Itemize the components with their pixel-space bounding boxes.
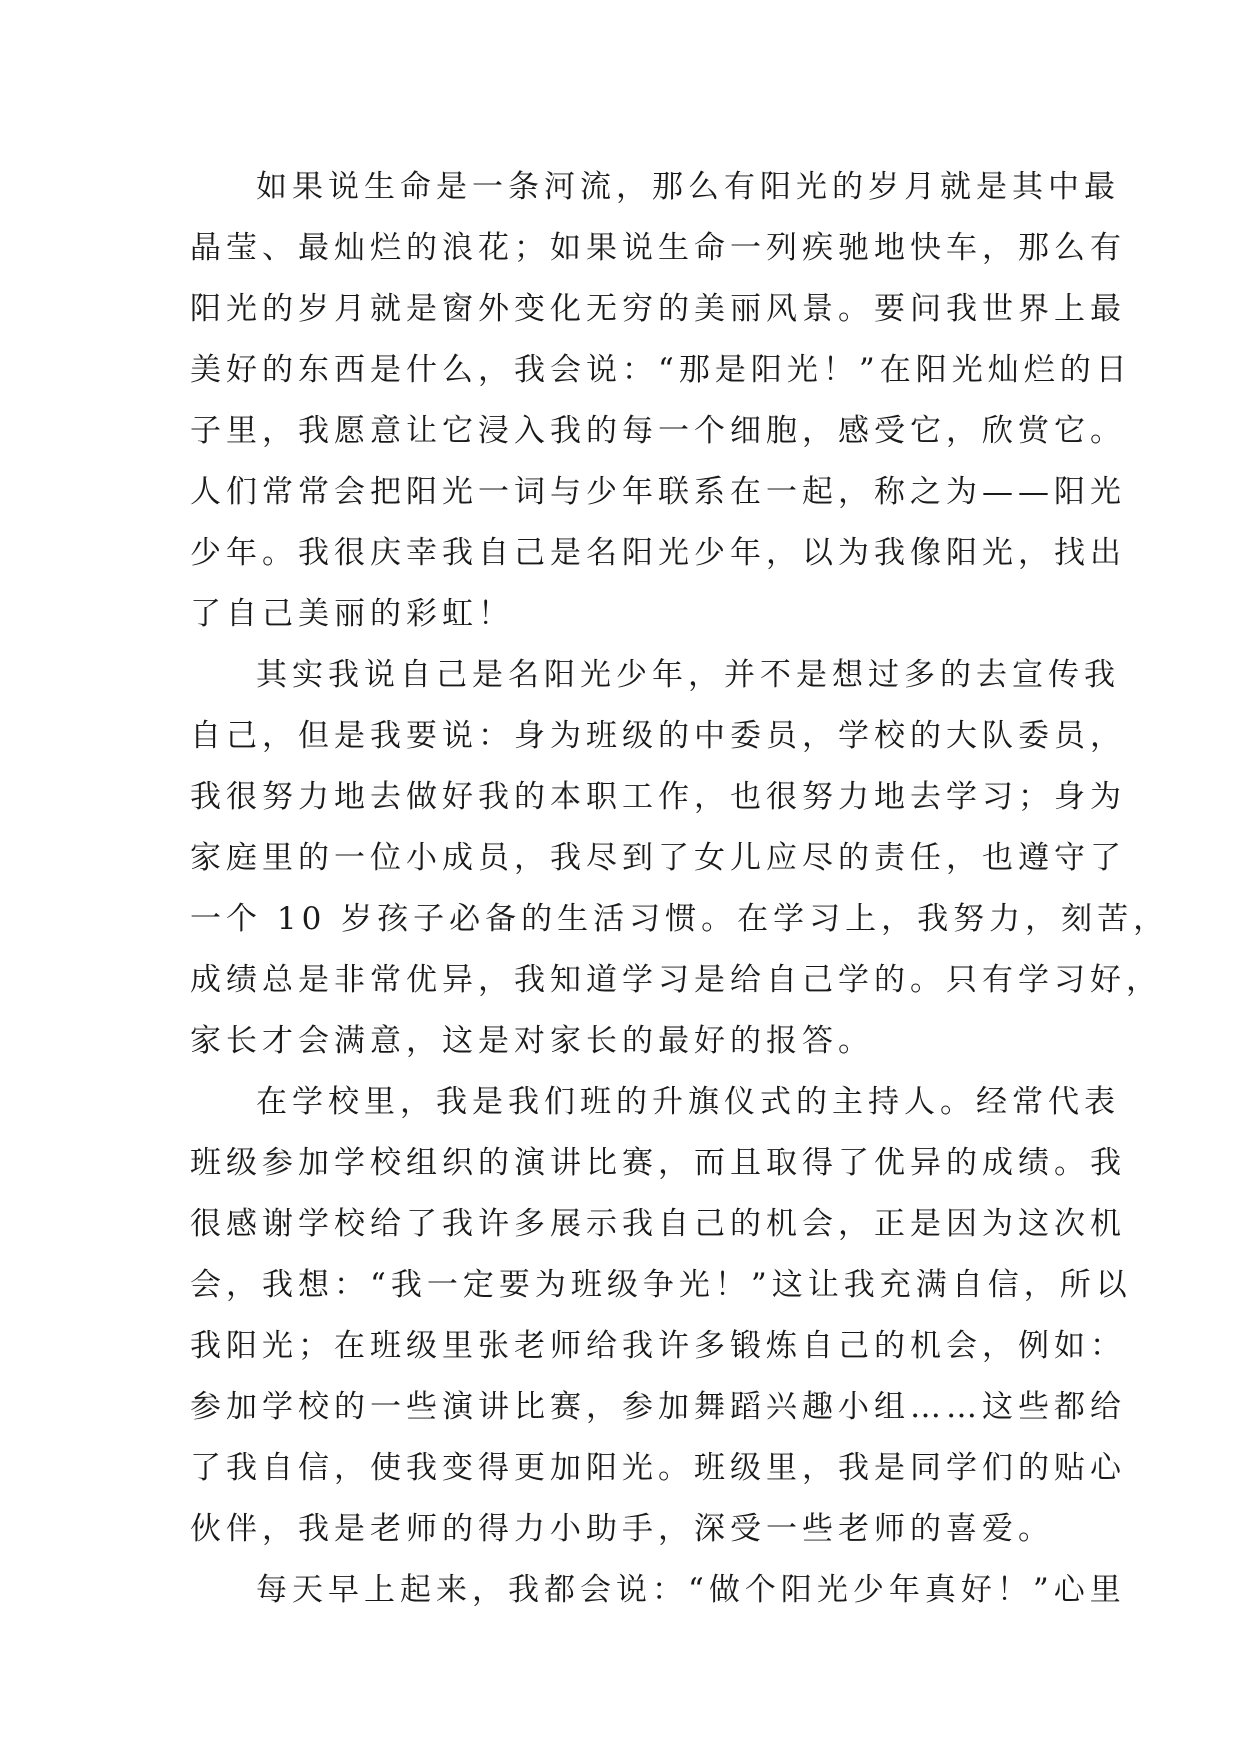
text-line: 参加学校的一些演讲比赛，参加舞蹈兴趣小组……这些都给 (190, 1389, 1126, 1425)
text-line: 自己，但是我要说：身为班级的中委员，学校的大队委员， (190, 718, 1126, 754)
text-line: 子里，我愿意让它浸入我的每一个细胞，感受它，欣赏它。 (190, 413, 1126, 449)
text-line: 伙伴，我是老师的得力小助手，深受一些老师的喜爱。 (190, 1511, 1054, 1547)
text-line: 每天早上起来，我都会说：“做个阳光少年真好！”心里 (256, 1572, 1126, 1608)
text-line: 了我自信，使我变得更加阳光。班级里，我是同学们的贴心 (190, 1450, 1126, 1486)
text-line: 如果说生命是一条河流，那么有阳光的岁月就是其中最 (256, 169, 1120, 205)
text-line: 我阳光；在班级里张老师给我许多锻炼自己的机会，例如： (190, 1328, 1126, 1364)
text-line: 人们常常会把阳光一词与少年联系在一起，称之为——阳光 (190, 474, 1126, 510)
text-line: 在学校里，我是我们班的升旗仪式的主持人。经常代表 (256, 1084, 1120, 1120)
text-line: 会，我想：“我一定要为班级争光！”这让我充满自信，所以 (190, 1267, 1132, 1303)
text-line: 其实我说自己是名阳光少年，并不是想过多的去宣传我 (256, 657, 1120, 693)
text-line: 一个 10 岁孩子必备的生活习惯。在学习上，我努力，刻苦， (190, 901, 1170, 937)
text-line: 很感谢学校给了我许多展示我自己的机会，正是因为这次机 (190, 1206, 1126, 1242)
text-line: 家长才会满意，这是对家长的最好的报答。 (190, 1023, 874, 1059)
text-line: 成绩总是非常优异，我知道学习是给自己学的。只有学习好， (190, 962, 1162, 998)
text-line: 班级参加学校组织的演讲比赛，而且取得了优异的成绩。我 (190, 1145, 1126, 1181)
text-line: 家庭里的一位小成员，我尽到了女儿应尽的责任，也遵守了 (190, 840, 1126, 876)
text-line: 了自己美丽的彩虹！ (190, 596, 514, 632)
text-line: 少年。我很庆幸我自己是名阳光少年，以为我像阳光，找出 (190, 535, 1126, 571)
document-body (190, 157, 1170, 1621)
text-line: 晶莹、最灿烂的浪花；如果说生命一列疾驰地快车，那么有 (190, 230, 1126, 266)
text-line: 美好的东西是什么，我会说：“那是阳光！”在阳光灿烂的日 (190, 352, 1132, 388)
text-line: 我很努力地去做好我的本职工作，也很努力地去学习；身为 (190, 779, 1126, 815)
text-line: 阳光的岁月就是窗外变化无穷的美丽风景。要问我世界上最 (190, 291, 1126, 327)
